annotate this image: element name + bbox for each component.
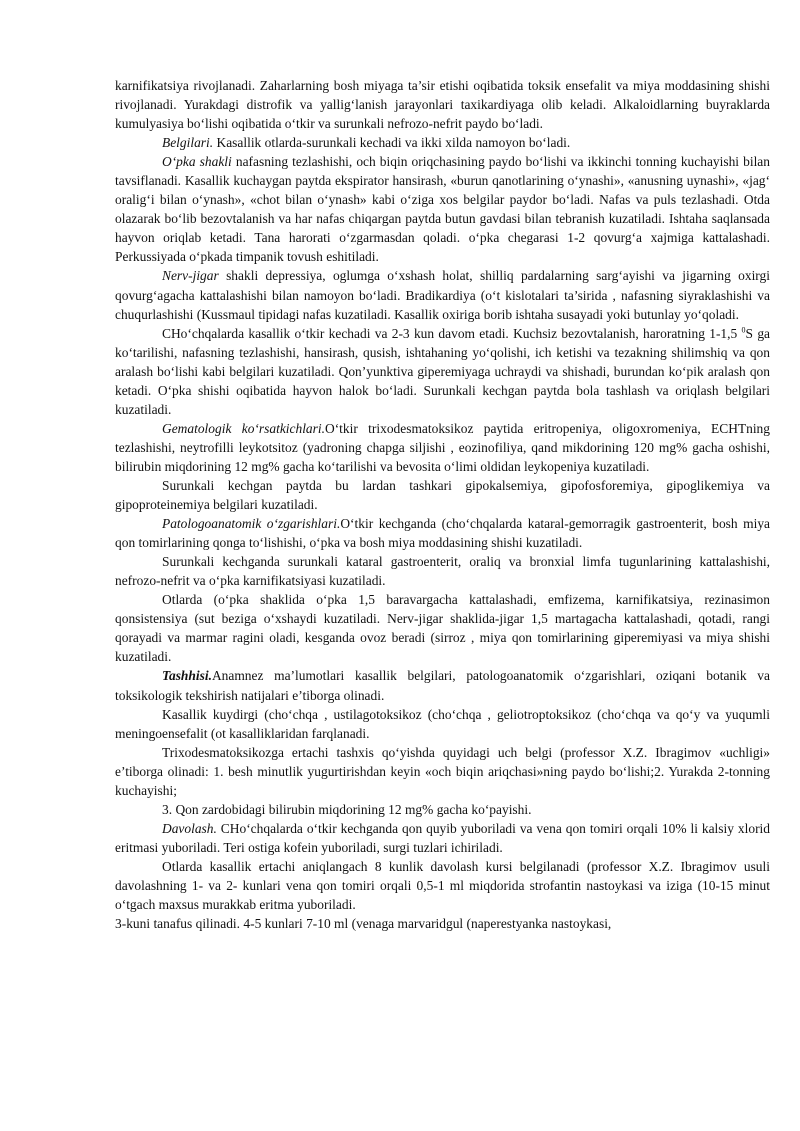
section-heading-diagnosis: Tashhisi. bbox=[162, 668, 212, 684]
paragraph-signs bbox=[115, 133, 770, 152]
paragraph: Otlarda kasallik ertachi aniqlangach 8 kunlik davolash kursi belgilanadi (professor X.Z. Ibragimov usuli davolashning 1- va 2- kunlari vena qon tomiri orqali 0,5-1 ml miqdorida strofantin nastoykasi va iziga (10-15 minut o‘tgach maxsus murakkab eritma yuboriladi. bbox=[115, 858, 770, 913]
paragraph-pigs bbox=[115, 324, 770, 419]
paragraph: Surunkali kechganda surunkali kataral gastroenterit, oraliq va bronxial limfa tugunlarining kattalashishi, nefrozo-nefrit va o‘pka karnifikatsiyasi kuzatiladi. bbox=[115, 554, 770, 589]
term-nerve-liver: Nerv-jigar bbox=[162, 268, 219, 284]
paragraph-text: Kasallik otlarda-surunkali kechadi va ikki xilda namoyon bo‘ladi. bbox=[213, 135, 571, 151]
paragraph: Kasallik kuydirgi (cho‘chqa , ustilagotoksikoz (cho‘chqa , geliotroptoksikoz (cho‘chqa va qo‘y va yuqumli meningoensefalit (ot kasalliklaridan farqlanadi. bbox=[115, 706, 770, 741]
section-heading-treatment: Davolash. bbox=[162, 820, 217, 836]
paragraph: Surunkali kechgan paytda bu lardan tashkari gipokalsemiya, gipofosforemiya, gipoglikemiya va gipoproteinemiya belgilari kuzatiladi. bbox=[115, 477, 770, 513]
paragraph: 3-kuni tanafus qilinadi. 4-5 kunlari 7-10 ml (venaga marvaridgul (naperestyanka nastoykasi, bbox=[115, 916, 612, 932]
paragraph: karnifikatsiya rivojlanadi. Zaharlarning bosh miyaga ta’sir etishi oqibatida toksik ensefalit va miya moddasining shishi rivojlanadi. Yurakdagi distrofik va yallig‘lanish jarayonlari taxikardiyaga olib keladi. Alkaloidlarning buyraklarda kumulyasiya bo‘lishi oqibatida o‘tkir va surunkali nefrozo-nefrit paydo bo‘ladi. bbox=[115, 78, 770, 132]
paragraph-text: CHo‘chqalarda kasallik o‘tkir kechadi va 2-3 kun davom etadi. Kuchsiz bezovtalanish, haroratning 1-1,5 bbox=[162, 325, 742, 341]
paragraph-lung-form bbox=[115, 152, 770, 266]
paragraph: Trixodesmatoksikozga ertachi tashxis qo‘yishda quyidagi uch belgi (professor X.Z. Ibragimov «uchligi» e’tiborga olinadi: 1. besh minutlik yugurtirishdan keyin «och biqin ariqchasi»ning paydo bo‘lishi;2. Yurakda 2-tonning kuchayishi; bbox=[115, 744, 770, 798]
paragraph: 3. Qon zardobidagi bilirubin miqdorining 12 mg% gacha ko‘payishi. bbox=[162, 801, 532, 817]
paragraph: Otlarda (o‘pka shaklida o‘pka 1,5 baravargacha kattalashadi, emfizema, karnifikatsiya, rezinasimon qonsistensiya (sut beziga o‘xshaydi kuzatiladi. Nerv-jigar shaklida-jigar 1,5 martagacha kattalashadi, qotadi, rangi qorayadi va marmar ragini oladi, kesganda ovoz beradi (sirroz , miya qon tomirlarining giperemiyasi va miya shishi kuzatiladi. bbox=[115, 592, 770, 665]
paragraph-nerve-liver-form bbox=[115, 266, 770, 323]
paragraph-text: O‘tkir trixodesmatoksikoz paytida eritropeniya, oligoxromeniya, ECHTning tezlashishi, neytrofilli leykotsitoz (yadroning chapga siljishi , eozinofiliya, qand mikdorining 120 mg% gacha oshishi, bilirubin miqdorining 12 mg% gacha ko‘tarilishi va bevosita o‘limi oldidan leykopeniya kuzatiladi. bbox=[115, 420, 770, 474]
paragraph-text: S ga ko‘tarilishi, nafasning tezlashishi, hansirash, qusish, ishtahaning yo‘qolishi, ich ketishi va tezakning shilimshiq va qon aralash bo‘lishi kabi belgilari kuzatiladi. Qon’yunktiva giperemiyaga uchraydi va shishadi, burundan ko‘pik aralash qon ketadi. O‘pka shishi oqibatida hayvon halok bo‘ladi. Surunkali kechgan paytda bola tashlash va oriqlash belgilari kuzatiladi. bbox=[115, 325, 770, 417]
section-heading-pathology: Patologoanatomik o‘zgarishlari. bbox=[162, 516, 341, 532]
paragraph-hematology bbox=[115, 419, 770, 476]
document-page bbox=[115, 76, 770, 933]
paragraph-text: CHo‘chqalarda o‘tkir kechganda qon quyib yuboriladi va vena qon tomiri orqali 10% li kalsiy xlorid eritmasi yuboriladi. Teri ostiga kofein yuboriladi, surgi tuzlari ichiriladi. bbox=[115, 820, 770, 855]
section-heading-signs: Belgilari. bbox=[162, 135, 214, 151]
term-lung-form: O‘pka shakli bbox=[162, 154, 232, 170]
paragraph-pathology bbox=[115, 514, 770, 552]
section-heading-hematology: Gematologik ko‘rsatkichlari. bbox=[162, 420, 325, 436]
paragraph-text: shakli depressiya, oglumga o‘xshash holat, shilliq pardalarning sarg‘ayishi va jigarning oxirgi qovurg‘agacha kattalashishi bilan namoyon bo‘ladi. Bradikardiya (o‘t kislotalari ta’sirida , nafasning siyraklashishi va chuqurlashishi (Kussmaul tipidagi nafas kuzatiladi. Kasallik oxiriga borib ishtaha susayadi yoki butunlay yo‘qoladi. bbox=[115, 268, 770, 322]
degree-superscript: 0 bbox=[741, 325, 746, 335]
paragraph-text: Anamnez ma’lumotlari kasallik belgilari, patologoanatomik o‘zgarishlari, oziqani botanik va toksikologik tekshirish natijalari e’tiborga olinadi. bbox=[115, 668, 770, 703]
paragraph-text: nafasning tezlashishi, och biqin oriqchasining paydo bo‘lishi va ikkinchi tonning kuchayishi bilan tavsiflanadi. Kasallik kuchaygan paytda ekspirator hansirash, «burun qanotlarining o‘ynashi», «anusning uynashi», «jag‘ oralig‘i bilan o‘ynash», «chot bilan o‘ynash» kabi o‘ziga xos belgilar paydor bo‘ladi. Nafas va puls tezlashadi. Otda olazarak bo‘lib bezovtalanish va har nafas chiqargan paytda butun gavdasi bilan tebranish kuzatiladi. Ishtaha saqlansada hayvon oriqlab ketadi. Tana harorati o‘zgarmasdan qoladi. o‘pka chegarasi 1-2 qovurg‘a xajmiga kattalashadi. Perkussiyada o‘pkada timpanik tovush eshitiladi. bbox=[115, 154, 770, 265]
paragraph-text: O‘tkir kechganda (cho‘chqalarda kataral-gemorragik gastroenterit, bosh miya qon tomirlarining qonga to‘lishishi, o‘pka va bosh miya moddasining shishi kuzatiladi. bbox=[115, 516, 771, 551]
paragraph-diagnosis bbox=[115, 666, 770, 704]
paragraph-treatment bbox=[115, 819, 770, 857]
